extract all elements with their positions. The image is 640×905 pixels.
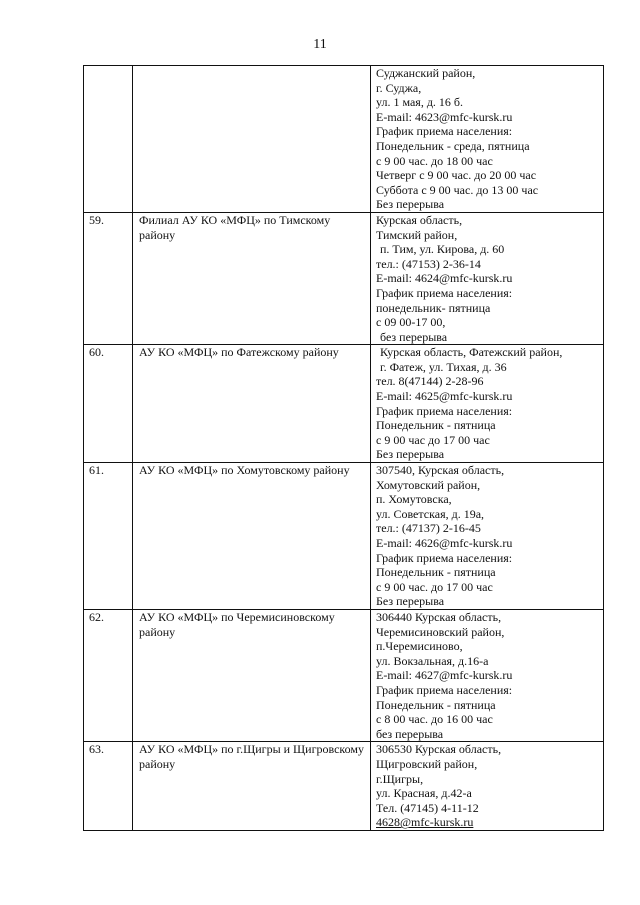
row-number: 61. — [89, 463, 104, 478]
address-line: тел.: (47137) 2-16-45 — [376, 521, 481, 536]
address-schedule-cell — [371, 345, 604, 463]
branch-name-cell — [133, 345, 371, 463]
address-line: г. Суджа, — [376, 80, 422, 95]
table-row — [84, 345, 604, 463]
address-schedule-cell — [371, 609, 604, 741]
branch-name: АУ КО «МФЦ» по Хомутовскому району — [139, 463, 350, 478]
table-row — [84, 66, 604, 213]
address-line: 306440 Курская область, — [376, 609, 502, 624]
address-line: График приема населения: — [376, 550, 513, 565]
branch-name-cell — [133, 609, 371, 741]
branch-name: АУ КО «МФЦ» по Черемисиновскому району — [139, 609, 335, 639]
row-number: 63. — [89, 742, 104, 757]
address-line: понедельник- пятница — [376, 300, 491, 315]
table-row — [84, 609, 604, 741]
address-line: Понедельник - среда, пятница — [376, 138, 530, 153]
row-number-cell — [84, 609, 133, 741]
branch-name: Филиал АУ КО «МФЦ» по Тимскому району — [139, 212, 331, 242]
address-line: График приема населения: — [376, 682, 513, 697]
address-line: График приема населения: — [376, 403, 513, 418]
address-line: График приема населения: — [376, 124, 513, 139]
address-schedule-cell — [371, 66, 604, 213]
address-line: 4628@mfc-kursk.ru — [376, 815, 474, 830]
address-line: Курская область, Фатежский район, — [380, 345, 563, 360]
address-line: E-mail: 4624@mfc-kursk.ru — [376, 271, 513, 286]
page-number: 11 — [313, 37, 327, 52]
address-line: E-mail: 4625@mfc-kursk.ru — [376, 389, 513, 404]
address-line: п.Черемисиново, — [376, 639, 463, 654]
address-line: с 9 00 час. до 17 00 час — [376, 579, 493, 594]
address-line: с 9 00 час до 17 00 час — [376, 432, 490, 447]
address-line: 307540, Курская область, — [376, 463, 505, 478]
address-line: Без перерыва — [376, 197, 445, 212]
address-line: ул. Советская, д. 19а, — [376, 506, 485, 521]
row-number-cell — [84, 742, 133, 831]
address-lines — [371, 610, 603, 741]
address-line: ул. 1 мая, д. 16 б. — [376, 95, 464, 110]
row-number-cell — [84, 212, 133, 344]
address-line: Без перерыва — [376, 447, 445, 462]
address-line: Тел. (47145) 4-11-12 — [376, 800, 479, 815]
row-number-cell — [84, 463, 133, 610]
address-schedule-cell — [371, 463, 604, 610]
address-line: п. Тим, ул. Кирова, д. 60 — [380, 242, 505, 257]
row-number-cell — [84, 66, 133, 213]
table-body — [84, 66, 604, 831]
address-lines — [371, 213, 603, 344]
address-line: Щигровский район, — [376, 756, 478, 771]
row-number: 62. — [89, 609, 104, 624]
address-line: E-mail: 4627@mfc-kursk.ru — [376, 668, 513, 683]
address-line: г.Щигры, — [376, 771, 424, 786]
address-line: E-mail: 4626@mfc-kursk.ru — [376, 536, 513, 550]
address-schedule-cell — [371, 212, 604, 344]
address-line: без перерыва — [380, 329, 448, 344]
address-lines — [371, 66, 603, 212]
mfc-branches-table — [83, 65, 604, 831]
branch-name-cell — [133, 742, 371, 831]
address-line: с 8 00 час. до 16 00 час — [376, 712, 493, 727]
address-line: тел.: (47153) 2-36-14 — [376, 256, 481, 271]
address-line: ул. Красная, д.42-а — [376, 786, 472, 801]
address-line: Черемисиновский район, — [376, 624, 505, 639]
address-line: г. Фатеж, ул. Тихая, д. 36 — [380, 359, 507, 374]
address-line: Понедельник - пятница — [376, 565, 496, 580]
address-lines — [371, 463, 603, 609]
address-line: п. Хомутовска, — [376, 492, 452, 507]
address-line: E-mail: 4623@mfc-kursk.ru — [376, 109, 513, 124]
address-line: без перерыва — [376, 726, 444, 741]
address-line: Суббота с 9 00 час. до 13 00 час — [376, 182, 539, 197]
branch-name: АУ КО «МФЦ» по г.Щигры и Щигровскому району — [139, 742, 365, 771]
address-line: Тимский район, — [376, 227, 458, 242]
address-line: Четверг с 9 00 час. до 20 00 час — [376, 168, 537, 183]
address-line: Понедельник - пятница — [376, 697, 496, 712]
branch-name-cell — [133, 66, 371, 213]
branch-name-cell — [133, 463, 371, 610]
address-lines — [371, 742, 603, 830]
row-number: 59. — [89, 212, 104, 227]
address-line: Суджанский район, — [376, 66, 476, 80]
address-line: с 9 00 час. до 18 00 час — [376, 153, 493, 168]
address-schedule-cell — [371, 742, 604, 831]
address-line: График приема населения: — [376, 285, 513, 300]
branch-name: АУ КО «МФЦ» по Фатежскому району — [139, 345, 339, 360]
table-row — [84, 212, 604, 344]
address-line: тел. 8(47144) 2-28-96 — [376, 374, 484, 389]
address-line: 306530 Курская область, — [376, 742, 502, 757]
address-line: Понедельник - пятница — [376, 418, 496, 433]
address-line: Без перерыва — [376, 594, 445, 609]
branch-name-cell — [133, 212, 371, 344]
row-number-cell — [84, 345, 133, 463]
row-number: 60. — [89, 345, 104, 360]
address-line: с 09 00-17 00, — [376, 315, 446, 330]
table-row — [84, 742, 604, 831]
address-line: ул. Вокзальная, д.16-а — [376, 653, 489, 668]
address-line: Курская область, — [376, 212, 463, 227]
address-line: Хомутовский район, — [376, 477, 481, 492]
table-row — [84, 463, 604, 610]
address-lines — [371, 345, 603, 462]
